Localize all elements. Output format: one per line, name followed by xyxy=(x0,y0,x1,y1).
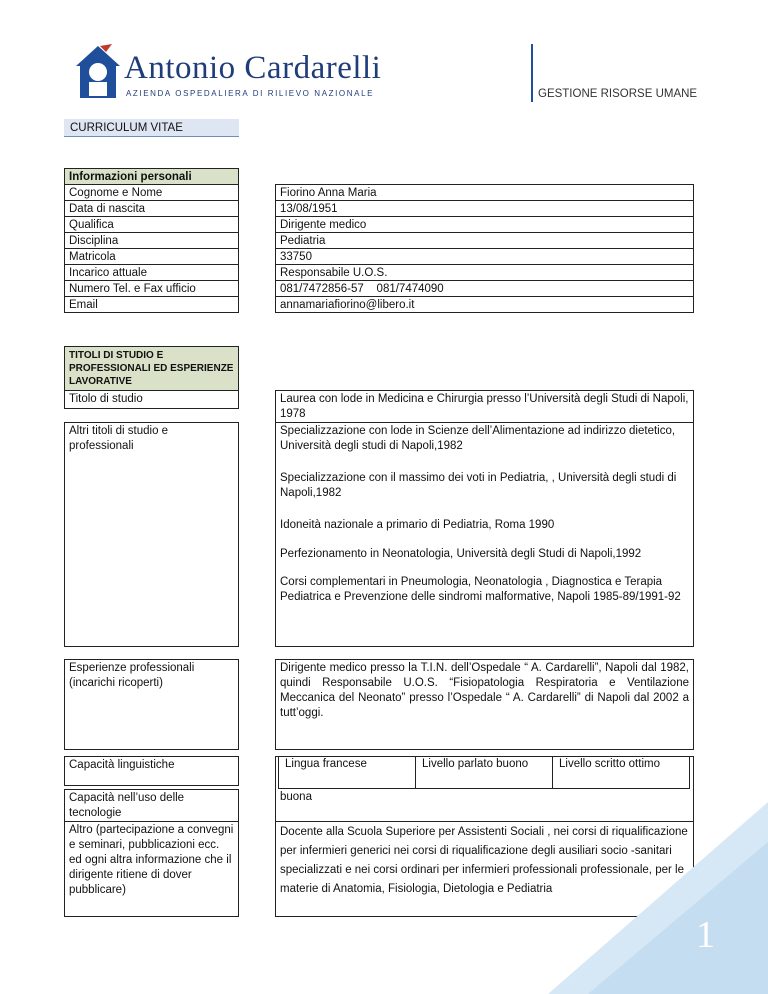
personal-row-label: Numero Tel. e Fax ufficio xyxy=(64,280,239,297)
logo-title: Antonio Cardarelli xyxy=(124,50,382,86)
personal-row-value: Pediatria xyxy=(275,232,694,249)
personal-row-value: 13/08/1951 xyxy=(275,200,694,217)
personal-row-value: 33750 xyxy=(275,248,694,265)
titles-section-title: TITOLI DI STUDIO E PROFESSIONALI ED ESPERIENZE LAVORATIVE xyxy=(64,346,239,391)
lingua-cell: Lingua francese xyxy=(278,756,416,789)
personal-row-label: Data di nascita xyxy=(64,200,239,217)
personal-row-label: Incarico attuale xyxy=(64,264,239,281)
titolo-value: Laurea con lode in Medicina e Chirurgia presso l’Università degli Studi di Napoli, 1978 xyxy=(275,390,694,423)
altri-item: Specializzazione con il massimo dei voti in Pediatria, , Università degli studi di Napoli,1982 xyxy=(280,472,677,499)
altri-label: Altri titoli di studio e professionali xyxy=(64,422,239,647)
personal-row-label: Disciplina xyxy=(64,232,239,249)
personal-row-label: Email xyxy=(64,296,239,313)
altri-item: Idoneità nazionale a primario di Pediatria, Roma 1990 xyxy=(280,519,555,531)
altro-value: Docente alla Scuola Superiore per Assistenti Sociali , nei corsi di riqualificazione per infermieri generici nei corsi di riqualificazione degli ausiliari socio -sanitari specializzati e nei corsi ordinari per infermieri professionali professionale, per le materie di Anatomia, Fisiologia, Dietologia e Pediatria xyxy=(275,821,694,917)
personal-row-label: Qualifica xyxy=(64,216,239,233)
scritto-cell: Livello scritto ottimo xyxy=(552,756,690,789)
personal-row-value: Fiorino Anna Maria xyxy=(275,184,694,201)
lingue-table xyxy=(278,756,690,789)
personal-section-title: Informazioni personali xyxy=(64,168,239,185)
personal-row-value: Dirigente medico xyxy=(275,216,694,233)
altri-item: Specializzazione con lode in Scienze dell’Alimentazione ad indirizzo dietetico, Università degli studi di Napoli,1982 xyxy=(280,425,676,452)
lingue-label: Capacità linguistiche xyxy=(64,756,239,786)
titolo-label: Titolo di studio xyxy=(64,390,239,409)
doc-title: CURRICULUM VITAE xyxy=(64,119,239,137)
parlato-cell: Livello parlato buono xyxy=(415,756,553,789)
logo-subtitle: AZIENDA OSPEDALIERA DI RILIEVO NAZIONALE xyxy=(126,89,375,98)
altri-values xyxy=(275,422,694,647)
tecnologie-label: Capacità nell’uso delle tecnologie xyxy=(64,789,239,822)
tecnologie-value: buona xyxy=(275,789,694,822)
department-name: GESTIONE RISORSE UMANE xyxy=(538,88,698,100)
page-number: 1 xyxy=(696,914,715,956)
esperienze-value: Dirigente medico presso la T.I.N. dell’Ospedale “ A. Cardarelli”, Napoli dal 1982, quindi Responsabile U.O.S. “Fisiopatologia Respiratoria e Ventilazione Meccanica del Neonato” presso l’Ospedale “ A. Cardarelli” di Napoli dal 2002 a tutt’oggi. xyxy=(275,659,694,750)
header-divider xyxy=(531,44,533,102)
personal-row-value: annamariafiorino@libero.it xyxy=(275,296,694,313)
altro-label: Altro (partecipazione a convegni e seminari, pubblicazioni ecc. ed ogni altra informazione che il dirigente ritiene di dover pubblicare) xyxy=(64,821,239,917)
personal-row-value: 081/7472856-57 081/7474090 xyxy=(275,280,694,297)
personal-row-value: Responsabile U.O.S. xyxy=(275,264,694,281)
logo xyxy=(72,40,392,106)
esperienze-label: Esperienze professionali (incarichi ricoperti) xyxy=(64,659,239,750)
page-corner-decoration xyxy=(548,802,768,994)
altri-item: Perfezionamento in Neonatologia, Università degli Studi di Napoli,1992 xyxy=(280,548,642,560)
altri-item: Corsi complementari in Pneumologia, Neonatologia , Diagnostica e Terapia Pediatrica e Prevenzione delle sindromi malformative, Napoli 1985-89/1991-92 xyxy=(280,576,681,603)
hospital-emblem-icon xyxy=(72,44,124,102)
personal-row-label: Matricola xyxy=(64,248,239,265)
personal-row-label: Cognome e Nome xyxy=(64,184,239,201)
